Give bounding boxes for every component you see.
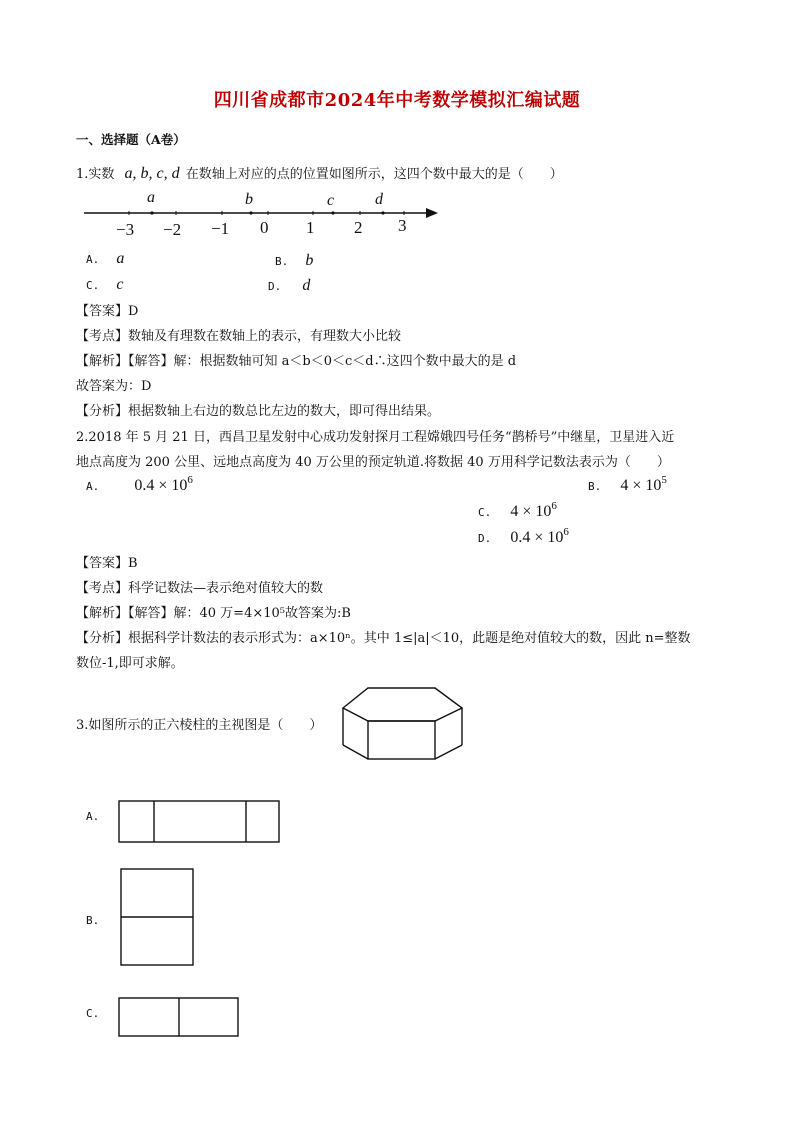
section-heading: 一、选择题（A卷） [76,132,186,147]
q3-option-a-figure [119,801,279,842]
numberline-tick-label: 2 [354,218,363,237]
q1-prefix: 1.实数 [76,167,115,182]
q2-jiexi: 【解析】【解答】解：40 万=4×10⁵故答案为:B [76,606,351,621]
q1-conclusion: 故答案为：D [76,379,152,394]
hexagonal-prism-figure [343,688,462,759]
q1-answer: 【答案】D [76,304,139,319]
q3-option-a[interactable]: A. [86,810,100,823]
numberline-tick-label: 0 [260,218,269,237]
q1-fenxi: 【分析】根据数轴上右边的数总比左边的数大，即可得出结果。 [76,404,441,419]
numberline-point-a: a [147,189,155,206]
numberline-tick-label: −3 [116,220,135,239]
numberline-tick-label: −1 [211,219,230,238]
q2-option-b[interactable]: B. $4 \times 10^5$ [588,474,667,494]
numberline-point-c: c [327,192,335,209]
q3-option-b-figure [121,869,193,965]
numberline-tick-label: −2 [163,220,182,239]
q2-fenxi-line2: 数位-1,即可求解。 [76,656,184,671]
q3-stem: 3.如图所示的正六棱柱的主视图是（ ） [76,718,323,733]
q2-option-d[interactable]: D. $0.4 \times 10^6$ [478,526,569,546]
q1-kaodian: 【考点】数轴及有理数在数轴上的表示，有理数大小比较 [76,329,402,344]
q2-option-a[interactable]: A. $0.4 \times 10^6$ [86,474,193,494]
q1-jiexi: 【解析】【解答】解：根据数轴可知 a＜b＜0＜c＜d∴这四个数中最大的是 d [76,354,517,369]
q2-stem-line2: 地点高度为 200 公里、远地点高度为 40 万公里的预定轨道.将数据 40 万用科学记数法表示为（ ） [76,455,670,470]
q1-variables: a, b, c, d [124,165,180,182]
q1-option-a[interactable]: A. a [86,250,125,267]
q2-fenxi-line1: 【分析】根据科学计数法的表示形式为：a×10ⁿ。其中 1≤|a|＜10，此题是绝对值较大的数，因此 n=整数 [76,631,691,646]
q1-option-c[interactable]: C. c [86,276,124,293]
q2-option-c[interactable]: C. $4 \times 10^6$ [478,500,557,520]
q3-option-c-figure [119,998,238,1036]
numberline-tick-label: 3 [398,216,407,235]
q1-stem-rest: 在数轴上对应的点的位置如图所示，这四个数中最大的是（ ） [185,167,563,182]
q3-option-b[interactable]: B. [86,914,100,927]
q3-option-c[interactable]: C. [86,1007,100,1020]
numberline-tick-label: 1 [306,218,315,237]
q2-answer: 【答案】B [76,556,138,571]
q2-stem-line1: 2.2018 年 5 月 21 日，西昌卫星发射中心成功发射探月工程嫦娥四号任务“鹊桥号”中继星，卫星进入近 [76,430,675,445]
q1-option-b[interactable]: B. b [275,252,314,269]
q1-option-d[interactable]: D. d [268,277,311,294]
numberline-point-b: b [245,191,253,208]
document-title: 四川省成都市2024年中考数学模拟汇编试题 [213,90,581,111]
q2-kaodian: 【考点】科学记数法—表示绝对值较大的数 [76,581,324,596]
numberline-point-d: d [375,191,383,208]
